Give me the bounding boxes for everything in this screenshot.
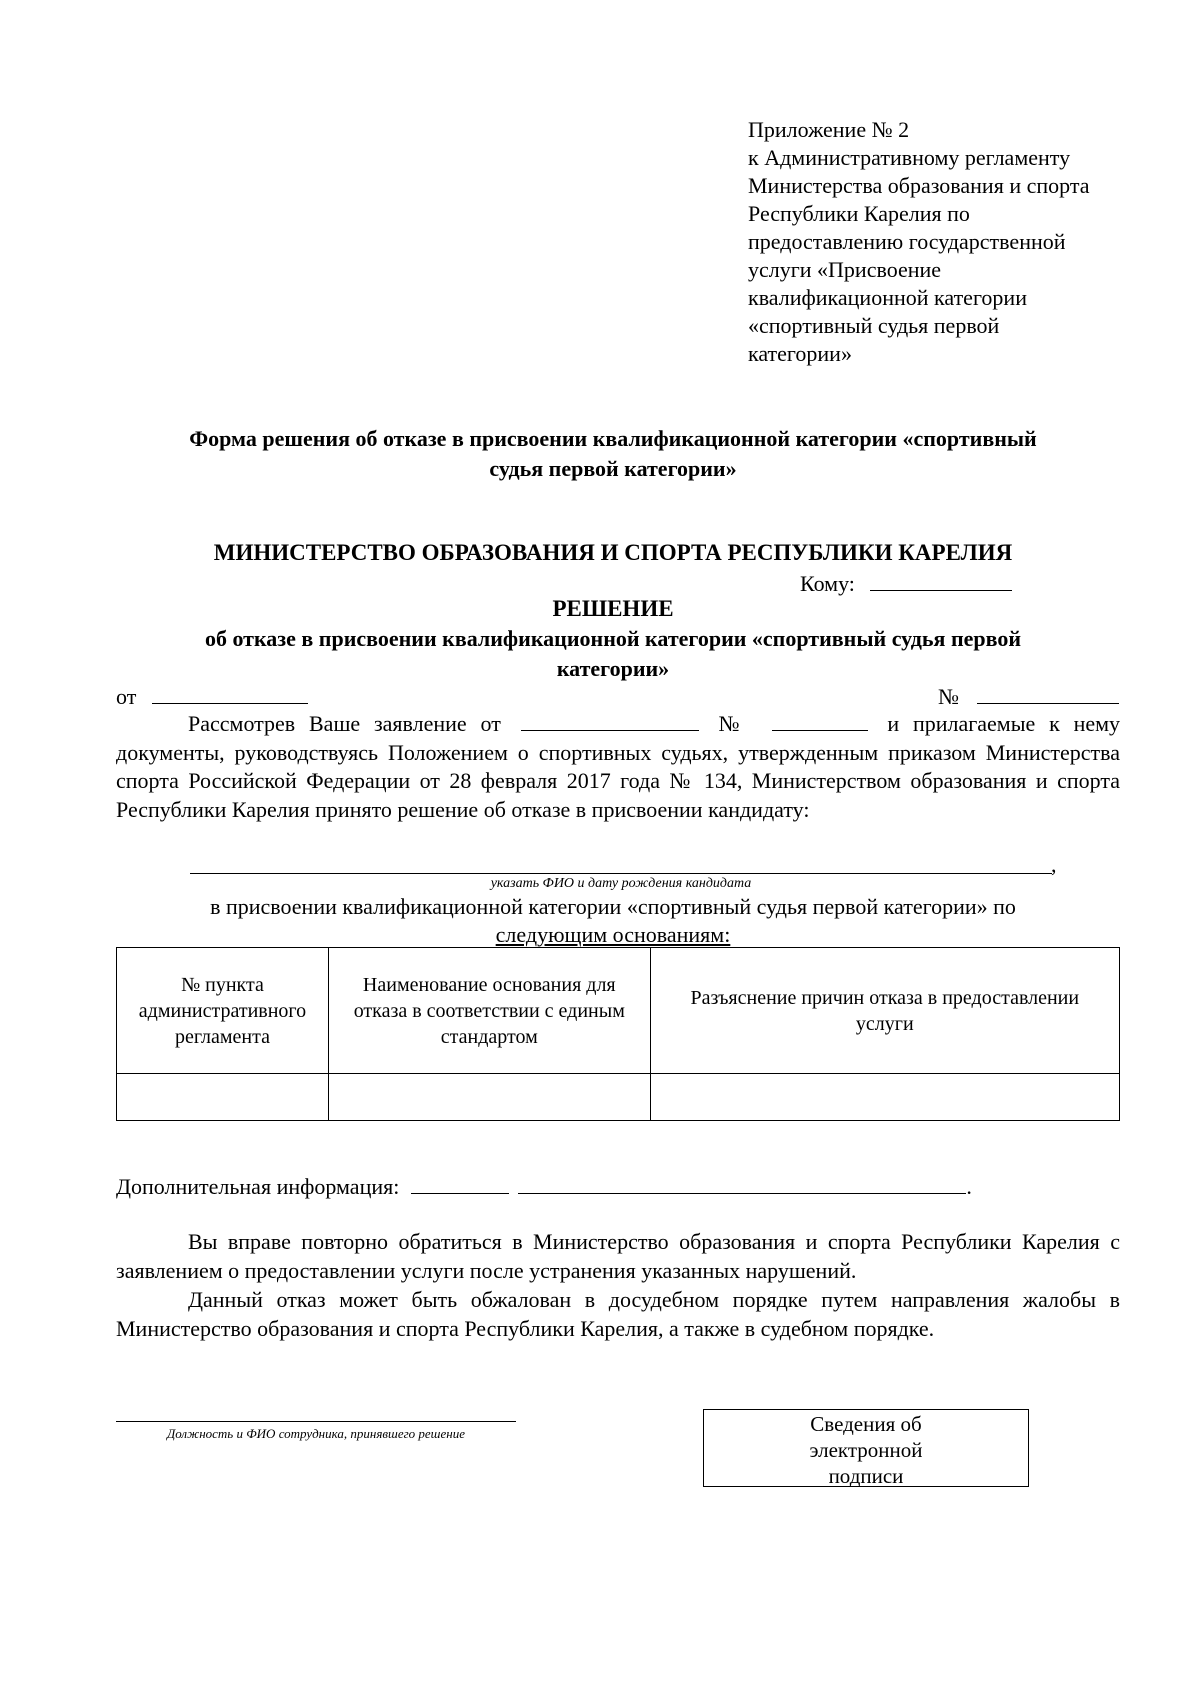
number-label: № bbox=[938, 684, 959, 709]
appendix-note bbox=[748, 116, 1168, 368]
candidate-comma: , bbox=[1051, 852, 1057, 877]
application-date-field[interactable] bbox=[521, 708, 699, 731]
additional-info-row bbox=[116, 1171, 972, 1201]
date-label: от bbox=[116, 684, 137, 709]
application-number-field[interactable] bbox=[772, 708, 868, 731]
esignature-line: электронной bbox=[809, 1438, 923, 1462]
table-row bbox=[117, 1074, 1120, 1121]
footer-paragraph: Данный отказ может быть обжалован в досудебном порядке путем направления жалобы в Министерство образования и спорта Республики Карелия, а также в судебном порядке. bbox=[116, 1287, 1120, 1341]
esignature-line: подписи bbox=[828, 1464, 904, 1488]
additional-info-label: Дополнительная информация: bbox=[116, 1174, 400, 1199]
candidate-field[interactable] bbox=[190, 873, 1052, 874]
grounds-text bbox=[120, 893, 1106, 949]
decision-title: РЕШЕНИЕ bbox=[552, 596, 674, 621]
signature-line[interactable] bbox=[116, 1421, 516, 1422]
recipient-field[interactable] bbox=[870, 568, 1012, 591]
additional-info-field-2[interactable] bbox=[518, 1171, 966, 1194]
additional-info-field[interactable] bbox=[411, 1171, 509, 1194]
grounds-line2: следующим основаниям: bbox=[495, 922, 731, 947]
table-header-row bbox=[117, 948, 1120, 1074]
appendix-line: Республики Карелия по bbox=[748, 201, 970, 226]
appendix-line: Приложение № 2 bbox=[748, 117, 910, 142]
table-cell[interactable] bbox=[117, 1074, 329, 1121]
decision-subtitle-line1: об отказе в присвоении квалификационной категории «спортивный судья первой bbox=[204, 626, 1022, 651]
appendix-line: квалификационной категории bbox=[748, 285, 1027, 310]
decision-date-field[interactable] bbox=[152, 681, 308, 704]
signature-hint: Должность и ФИО сотрудника, принявшего решение bbox=[166, 1426, 465, 1441]
table-cell[interactable] bbox=[328, 1074, 650, 1121]
esignature-line: Сведения об bbox=[810, 1412, 922, 1436]
appendix-line: Министерства образования и спорта bbox=[748, 173, 1090, 198]
appendix-line: «спортивный судья первой bbox=[748, 313, 1000, 338]
decision-number-field[interactable] bbox=[977, 681, 1119, 704]
footer-text bbox=[116, 1227, 1120, 1343]
body-text-part1: Рассмотрев Ваше заявление от bbox=[188, 711, 501, 736]
esignature-box bbox=[703, 1409, 1029, 1487]
appendix-line: услуги «Присвоение bbox=[748, 257, 942, 282]
body-text-part2: и прилагаемые к нему bbox=[887, 711, 1121, 736]
decision-subtitle bbox=[120, 624, 1106, 684]
decision-subtitle-line2: категории» bbox=[556, 656, 670, 681]
refusal-grounds-table bbox=[116, 947, 1120, 1121]
footer-paragraph: Вы вправе повторно обратиться в Министерство образования и спорта Республики Карелия с заявлением о предоставлении услуги после устранения указанных нарушений. bbox=[116, 1229, 1120, 1283]
form-title bbox=[120, 424, 1106, 484]
additional-info-end: . bbox=[966, 1174, 972, 1199]
decision-date-row bbox=[116, 681, 308, 711]
table-header-cell: Наименование основания для отказа в соответствии с единым стандартом bbox=[328, 948, 650, 1074]
table-cell[interactable] bbox=[650, 1074, 1119, 1121]
grounds-line1: в присвоении квалификационной категории «спортивный судья первой категории» по bbox=[210, 894, 1016, 919]
form-title-line1: Форма решения об отказе в присвоении квалификационной категории «спортивный bbox=[189, 426, 1037, 451]
body-paragraph bbox=[116, 708, 1120, 824]
appendix-line: предоставлению государственной bbox=[748, 229, 1066, 254]
candidate-hint: указать ФИО и дату рождения кандидата bbox=[490, 876, 752, 891]
recipient-label: Кому: bbox=[800, 571, 855, 596]
body-number-label: № bbox=[718, 711, 748, 736]
appendix-line: к Административному регламенту bbox=[748, 145, 1071, 170]
appendix-line: категории» bbox=[748, 341, 852, 366]
table-header-cell: Разъяснение причин отказа в предоставлении услуги bbox=[650, 948, 1119, 1074]
table-header-cell: № пункта административного регламента bbox=[117, 948, 329, 1074]
form-title-line2: судья первой категории» bbox=[489, 456, 737, 481]
decision-number-row bbox=[938, 681, 1119, 711]
body-text-rest: документы, руководствуясь Положением о спортивных судьях, утвержденным приказом Министерства спорта Российской Федерации от 28 февраля 2017 года № 134, Министерством образования и спорта Республики Карелия принято решение об отказе в присвоении кандидату: bbox=[116, 739, 1120, 822]
ministry-header: МИНИСТЕРСТВО ОБРАЗОВАНИЯ И СПОРТА РЕСПУБЛИКИ КАРЕЛИЯ bbox=[213, 540, 1013, 565]
